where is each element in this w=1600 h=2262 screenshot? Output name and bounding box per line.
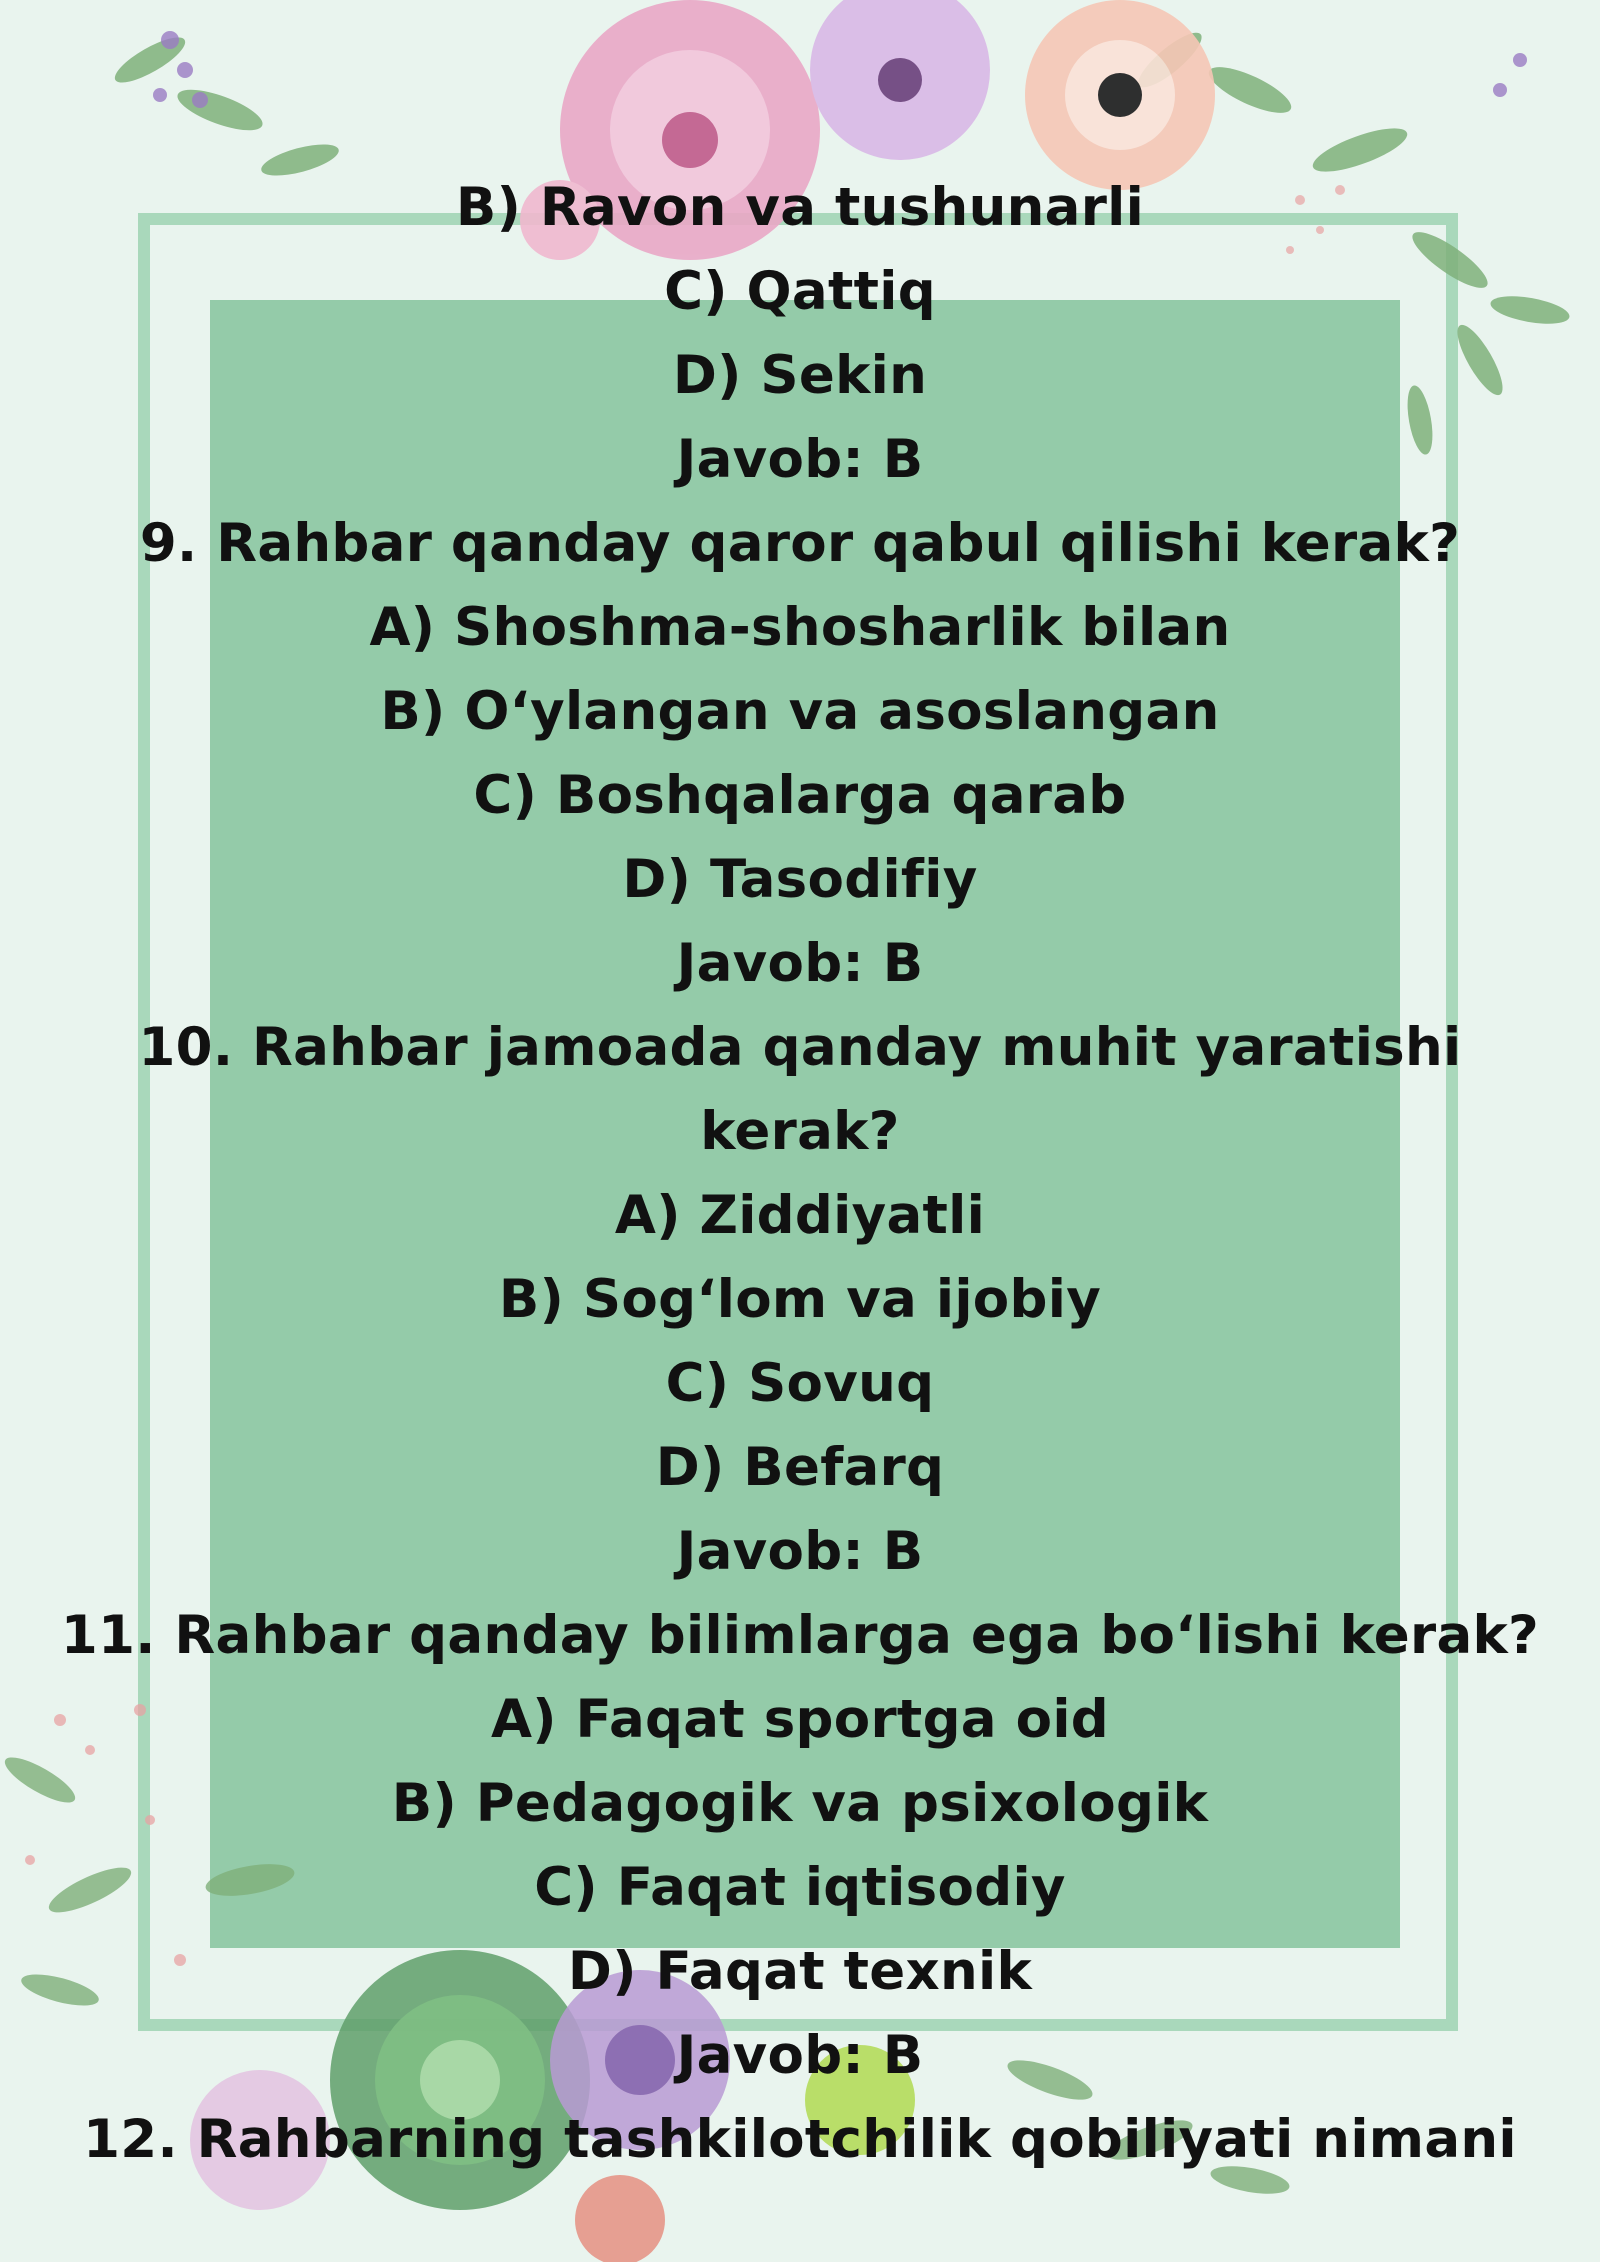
q9-option-b: B) O‘ylangan va asoslangan <box>380 681 1220 742</box>
option-c-qattiq: C) Qattiq <box>664 261 936 322</box>
question-9: 9. Rahbar qanday qaror qabul qilishi kerak? <box>139 513 1461 574</box>
q9-option-a: A) Shoshma-shosharlik bilan <box>369 597 1231 658</box>
question-12: 12. Rahbarning tashkilotchilik qobiliyati nimani <box>83 2109 1517 2170</box>
answer-9: Javob: B <box>676 933 924 994</box>
answer-8: Javob: B <box>676 429 924 490</box>
answer-10: Javob: B <box>676 1521 924 1582</box>
question-10-line2: kerak? <box>700 1101 900 1162</box>
option-b-ravon: B) Ravon va tushunarli <box>455 177 1145 238</box>
question-10-line1: 10. Rahbar jamoada qanday muhit yaratishi <box>138 1017 1462 1078</box>
q10-option-c: C) Sovuq <box>665 1353 935 1414</box>
q11-option-a: A) Faqat sportga oid <box>490 1689 1110 1750</box>
q10-option-d: D) Befarq <box>655 1437 945 1498</box>
q11-option-c: C) Faqat iqtisodiy <box>534 1857 1066 1918</box>
q10-option-b: B) Sog‘lom va ijobiy <box>498 1269 1102 1330</box>
q11-option-d: D) Faqat texnik <box>567 1941 1033 2002</box>
quiz-text-column <box>0 166 1600 2182</box>
q11-option-b: B) Pedagogik va psixologik <box>391 1773 1209 1834</box>
question-11: 11. Rahbar qanday bilimlarga ega bo‘lishi kerak? <box>60 1605 1540 1666</box>
q10-option-a: A) Ziddiyatli <box>614 1185 986 1246</box>
answer-11: Javob: B <box>676 2025 924 2086</box>
q9-option-c: C) Boshqalarga qarab <box>473 765 1127 826</box>
q9-option-d: D) Tasodifiy <box>622 849 978 910</box>
option-d-sekin: D) Sekin <box>672 345 928 406</box>
